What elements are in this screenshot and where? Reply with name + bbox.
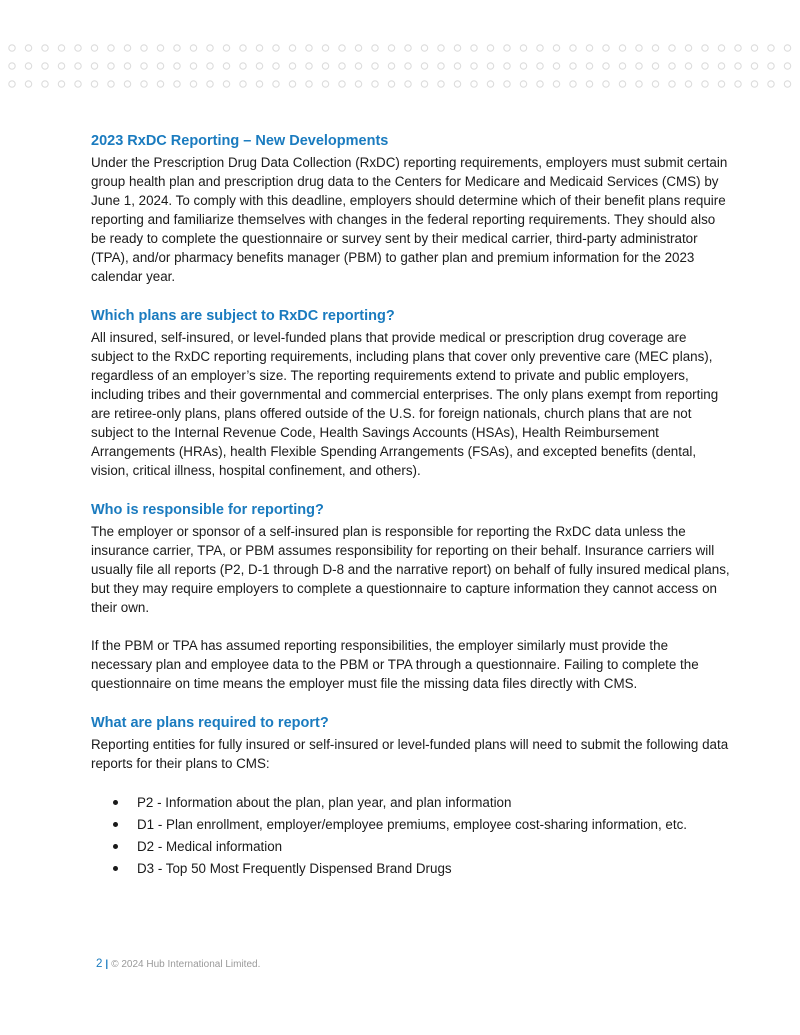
- section-heading: Who is responsible for reporting?: [91, 502, 324, 518]
- section-paragraph: If the PBM or TPA has assumed reporting responsibilities, the employer similarly must provide the necessary plan and employee data to the PBM or TPA through a questionnaire. Failing to complete the questionnaire on time means the employer must file the missing data files directly with CMS.: [91, 638, 699, 691]
- page-number: 2: [96, 958, 103, 970]
- decorative-dot-pattern: [0, 38, 800, 94]
- section-heading: Which plans are subject to RxDC reporting?: [91, 308, 395, 324]
- section-heading: What are plans required to report?: [91, 715, 329, 731]
- copyright-text: © 2024 Hub International Limited.: [111, 959, 261, 970]
- section-paragraph: Reporting entities for fully insured or self-insured or level-funded plans will need to submit the following data reports for their plans to CMS:: [91, 737, 729, 771]
- section-paragraph: The employer or sponsor of a self-insured plan is responsible for reporting the RxDC data unless the insurance carrier, TPA, or PBM assumes responsibility for reporting on their behalf. Insurance carriers will usually file all reports (P2, D-1 through D-8 and the narrative report) on behalf of fully insured medical plans, but they may require employers to complete a questionnaire to capture information they cannot access on their own.: [91, 524, 730, 615]
- report-list: [91, 792, 731, 880]
- section-plans-subject: [91, 306, 731, 480]
- list-item: D3 - Top 50 Most Frequently Dispensed Brand Drugs: [137, 858, 731, 880]
- list-item: D1 - Plan enrollment, employer/employee premiums, employee cost-sharing information, etc.: [137, 814, 731, 836]
- section-heading: 2023 RxDC Reporting – New Developments: [91, 133, 389, 149]
- section-paragraph: All insured, self-insured, or level-funded plans that provide medical or prescription drug coverage are subject to the RxDC reporting requirements, including plans that cover only preventive care (MEC plans), regardless of an employer’s size. The reporting requirements extend to private and public employers, including tribes and their governmental and commercial enterprises. The only plans exempt from reporting are retiree-only plans, plans offered outside of the U.S. for foreign nationals, church plans that are not subject to the Internal Revenue Code, Health Savings Accounts (HSAs), Health Reimbursement Arrangements (HRAs), health Flexible Spending Arrangements (FSAs), and excepted benefits (dental, vision, critical illness, hospital confinement, and others).: [91, 330, 719, 478]
- section-paragraph: Under the Prescription Drug Data Collection (RxDC) reporting requirements, employers must submit certain group health plan and prescription drug data to the Centers for Medicare and Medicaid Services (CMS) by June 1, 2024. To comply with this deadline, employers should determine which of their benefit plans require reporting and familiarize themselves with changes in the federal reporting requirements. They should also be ready to complete the questionnaire or survey sent by their medical carrier, third-party administrator (TPA), and/or pharmacy benefits manager (PBM) to gather plan and premium information for the 2023 calendar year.: [91, 155, 728, 284]
- list-item: D2 - Medical information: [137, 836, 731, 858]
- document-body: [91, 131, 731, 900]
- footer-separator: |: [105, 959, 109, 970]
- list-item: P2 - Information about the plan, plan year, and plan information: [137, 792, 731, 814]
- section-required-reports: [91, 713, 731, 880]
- section-rxdc-new-developments: [91, 131, 731, 286]
- section-who-responsible: [91, 500, 731, 693]
- page-footer: [96, 958, 260, 970]
